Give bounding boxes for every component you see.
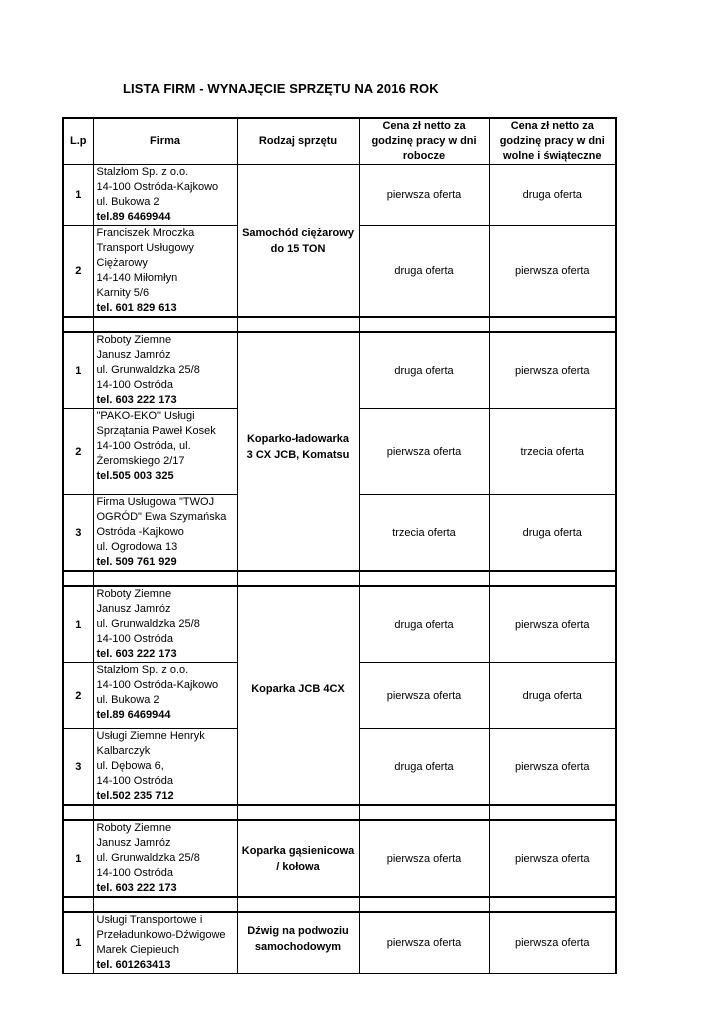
row-firm	[93, 332, 237, 409]
table-row	[63, 165, 616, 226]
equipment-line: Dźwig na podwoziu	[247, 925, 349, 937]
firm-line: ul. Dębowa 6,	[96, 760, 164, 772]
equipment-type	[237, 586, 359, 805]
separator-cell	[237, 317, 359, 332]
price-holidays: pierwsza oferta	[489, 912, 616, 974]
row-firm	[93, 165, 237, 226]
separator-cell	[237, 897, 359, 912]
firm-line: 14-100 Ostróda	[96, 379, 173, 391]
price-workdays: pierwsza oferta	[359, 165, 489, 226]
equipment-type	[237, 165, 359, 318]
firm-line: 14-100 Ostróda-Kajkowo	[96, 679, 219, 691]
price-workdays: trzecia oferta	[359, 495, 489, 572]
company-list-table	[62, 117, 617, 974]
price-workdays: druga oferta	[359, 332, 489, 409]
separator-cell	[93, 897, 237, 912]
separator-cell	[489, 805, 616, 820]
firm-line: 14-100 Ostróda	[96, 867, 173, 879]
header-cena-robocze	[359, 118, 489, 165]
firm-phone: tel.505 003 325	[96, 470, 174, 482]
page-title: LISTA FIRM - WYNAJĘCIE SPRZĘTU NA 2016 ROK	[123, 81, 439, 96]
firm-line: Stalzłom Sp. z o.o.	[96, 664, 189, 676]
row-firm	[93, 409, 237, 495]
separator-cell	[489, 897, 616, 912]
separator-cell	[93, 571, 237, 586]
header-cena-wolne	[489, 118, 616, 165]
group-separator	[63, 317, 616, 332]
header-rodzaj: Rodzaj sprzętu	[237, 118, 359, 165]
header-cena-robocze-line: robocze	[402, 150, 446, 162]
table-row	[63, 912, 616, 974]
equipment-line: samochodowym	[254, 941, 342, 953]
firm-phone: tel.502 235 712	[96, 790, 174, 802]
firm-line: Janusz Jamróz	[96, 603, 171, 615]
row-lp: 3	[63, 495, 93, 572]
price-holidays: pierwsza oferta	[489, 586, 616, 663]
separator-cell	[63, 571, 93, 586]
row-lp: 1	[63, 165, 93, 226]
price-holidays: druga oferta	[489, 663, 616, 729]
firm-line: Stalzłom Sp. z o.o.	[96, 166, 189, 178]
row-lp: 1	[63, 586, 93, 663]
row-lp: 1	[63, 332, 93, 409]
firm-phone: tel. 603 222 173	[96, 648, 177, 660]
separator-cell	[237, 571, 359, 586]
firm-line: Marek Ciepieuch	[96, 944, 180, 956]
equipment-type	[237, 820, 359, 897]
firm-phone: tel. 603 222 173	[96, 882, 177, 894]
price-workdays: druga oferta	[359, 729, 489, 806]
separator-cell	[489, 571, 616, 586]
row-firm	[93, 226, 237, 318]
firm-line: Ostróda -Kajkowo	[96, 526, 184, 538]
row-firm	[93, 586, 237, 663]
separator-cell	[489, 317, 616, 332]
equipment-line: Samochód ciężarowy	[242, 227, 354, 239]
table-row	[63, 820, 616, 897]
separator-cell	[93, 317, 237, 332]
table-row	[63, 332, 616, 409]
separator-cell	[63, 317, 93, 332]
group-separator	[63, 805, 616, 820]
price-workdays: druga oferta	[359, 586, 489, 663]
equipment-line: Koparka JCB 4CX	[251, 683, 345, 695]
firm-line: Żeromskiego 2/17	[96, 455, 185, 467]
price-holidays: druga oferta	[489, 495, 616, 572]
firm-line: "PAKO-EKO" Usługi	[96, 410, 195, 422]
price-holidays: trzecia oferta	[489, 409, 616, 495]
price-holidays: pierwsza oferta	[489, 226, 616, 318]
firm-line: 14-100 Ostróda	[96, 775, 173, 787]
row-lp: 3	[63, 729, 93, 806]
firm-phone: tel. 601263413	[96, 959, 171, 971]
separator-cell	[359, 897, 489, 912]
separator-cell	[93, 805, 237, 820]
firm-line: Usługi Transportowe i	[96, 914, 203, 926]
row-firm	[93, 495, 237, 572]
row-lp: 1	[63, 820, 93, 897]
row-lp: 2	[63, 409, 93, 495]
firm-line: Roboty Ziemne	[96, 334, 172, 346]
firm-line: 14-100 Ostróda	[96, 633, 173, 645]
equipment-line: Koparka gąsienicowa	[241, 845, 355, 857]
firm-phone: tel.89 6469944	[96, 709, 171, 721]
firm-line: OGRÓD" Ewa Szymańska	[96, 511, 227, 523]
firm-line: ul. Ogrodowa 13	[96, 541, 178, 553]
equipment-line: 3 CX JCB, Komatsu	[246, 449, 350, 461]
firm-line: Ciężarowy	[96, 257, 148, 269]
firm-line: Firma Usługowa "TWOJ	[96, 496, 215, 508]
firm-line: Janusz Jamróz	[96, 837, 171, 849]
equipment-type	[237, 332, 359, 571]
firm-line: Janusz Jamróz	[96, 349, 171, 361]
separator-cell	[359, 805, 489, 820]
firm-line: ul. Grunwaldzka 25/8	[96, 618, 200, 630]
separator-cell	[359, 317, 489, 332]
firm-line: 14-100 Ostróda, ul.	[96, 440, 191, 452]
separator-cell	[63, 897, 93, 912]
price-workdays: pierwsza oferta	[359, 409, 489, 495]
firm-line: ul. Grunwaldzka 25/8	[96, 852, 200, 864]
price-holidays: pierwsza oferta	[489, 820, 616, 897]
header-lp: L.p	[63, 118, 93, 165]
header-cena-wolne-line: godzinę pracy w dni	[499, 135, 605, 147]
equipment-line: Koparko-ładowarka	[246, 433, 350, 445]
row-firm	[93, 663, 237, 729]
firm-line: Transport Usługowy	[96, 242, 194, 254]
firm-line: Przeładunkowo-Dźwigowe	[96, 929, 226, 941]
header-cena-robocze-line: godzinę pracy w dni	[371, 135, 477, 147]
price-workdays: druga oferta	[359, 226, 489, 318]
equipment-line: / kołowa	[276, 861, 320, 873]
firm-line: Roboty Ziemne	[96, 588, 172, 600]
header-cena-wolne-line: wolne i świąteczne	[503, 150, 602, 162]
firm-line: Sprzątania Paweł Kosek	[96, 425, 216, 437]
group-separator	[63, 897, 616, 912]
row-lp: 2	[63, 226, 93, 318]
firm-line: Roboty Ziemne	[96, 822, 172, 834]
row-lp: 1	[63, 912, 93, 974]
header-cena-robocze-line: Cena zł netto za	[382, 120, 466, 132]
equipment-type	[237, 912, 359, 974]
price-holidays: pierwsza oferta	[489, 332, 616, 409]
separator-cell	[237, 805, 359, 820]
price-workdays: pierwsza oferta	[359, 820, 489, 897]
firm-line: ul. Bukowa 2	[96, 694, 160, 706]
equipment-line: do 15 TON	[270, 243, 326, 255]
firm-phone: tel.89 6469944	[96, 211, 171, 223]
row-firm	[93, 820, 237, 897]
price-workdays: pierwsza oferta	[359, 663, 489, 729]
row-firm	[93, 912, 237, 974]
header-firma: Firma	[93, 118, 237, 165]
firm-phone: tel. 601 829 613	[96, 302, 177, 314]
firm-phone: tel. 509 761 929	[96, 556, 177, 568]
separator-cell	[359, 571, 489, 586]
firm-line: ul. Bukowa 2	[96, 196, 160, 208]
firm-line: Kalbarczyk	[96, 745, 151, 757]
firm-line: Franciszek Mroczka	[96, 227, 195, 239]
row-lp: 2	[63, 663, 93, 729]
firm-line: 14-140 Miłomłyn	[96, 272, 178, 284]
separator-cell	[63, 805, 93, 820]
firm-line: Usługi Ziemne Henryk	[96, 730, 205, 742]
firm-line: Karnity 5/6	[96, 287, 150, 299]
price-holidays: pierwsza oferta	[489, 729, 616, 806]
firm-line: 14-100 Ostróda-Kajkowo	[96, 181, 219, 193]
firm-line: ul. Grunwaldzka 25/8	[96, 364, 200, 376]
price-workdays: pierwsza oferta	[359, 912, 489, 974]
table-row	[63, 586, 616, 663]
group-separator	[63, 571, 616, 586]
firm-phone: tel. 603 222 173	[96, 394, 177, 406]
table-header-row	[63, 118, 616, 165]
price-holidays: druga oferta	[489, 165, 616, 226]
row-firm	[93, 729, 237, 806]
header-cena-wolne-line: Cena zł netto za	[510, 120, 594, 132]
